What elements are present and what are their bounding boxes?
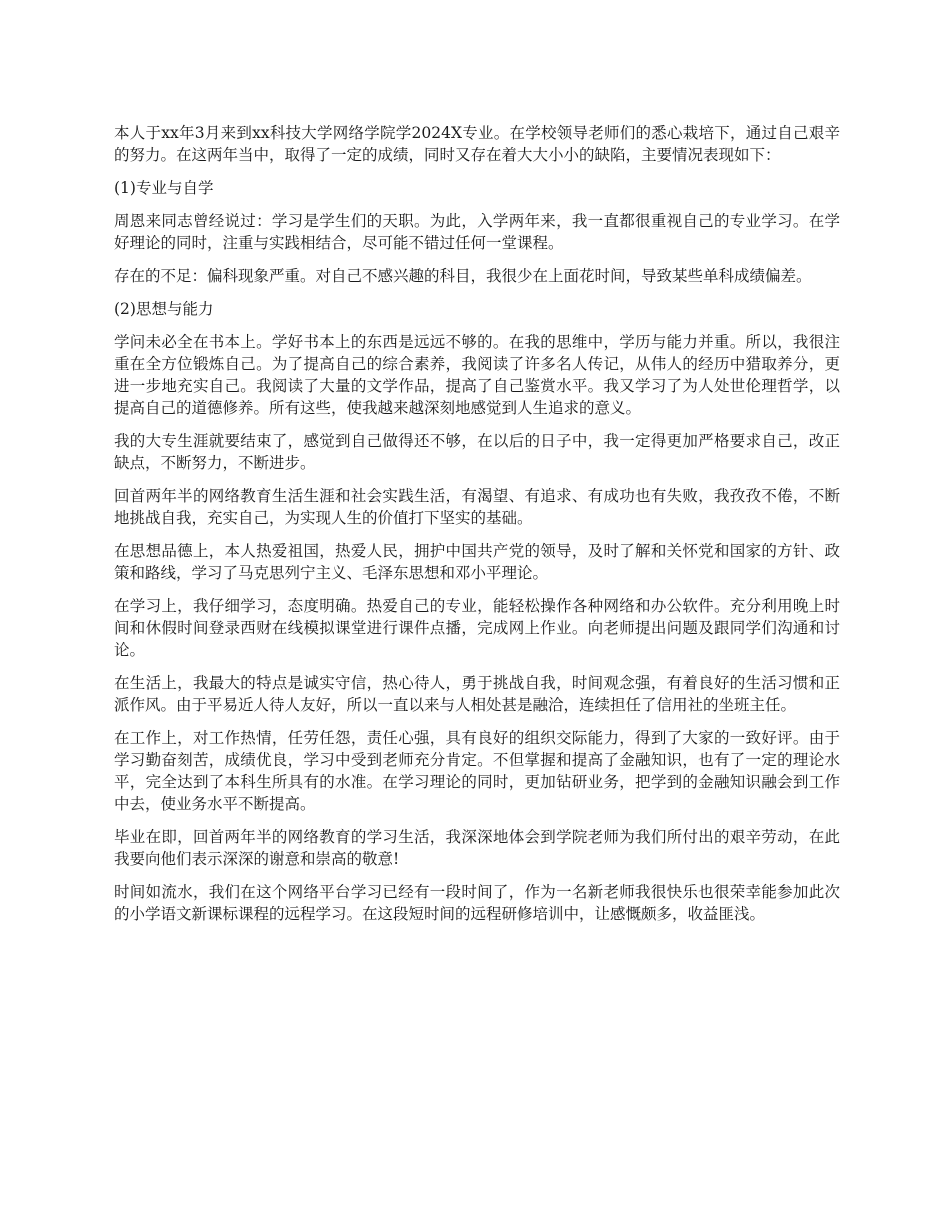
- paragraph-life: 在生活上，我最大的特点是诚实守信，热心待人，勇于挑战自我，时间观念强，有着良好的生活习惯和正派作风。由于平易近人待人友好，所以一直以来与人相处甚是融洽，连续担任了信用社的坐班主任。: [114, 674, 840, 714]
- paragraph-ideology-morality: 在思想品德上，本人热爱祖国，热爱人民，拥护中国共产党的领导，及时了解和关怀党和国家的方针、政策和路线，学习了马克思列宁主义、毛泽东思想和邓小平理论。: [114, 542, 840, 582]
- document-body: [114, 122, 840, 936]
- section-heading-major-and-self-study: (1)专业与自学: [114, 179, 214, 197]
- paragraph-graduation: 毕业在即，回首两年半的网络教育的学习生活，我深深地体会到学院老师为我们所付出的艰辛劳动，在此我要向他们表示深深的谢意和崇高的敬意!: [114, 828, 840, 868]
- section-heading-thought-and-ability: (2)思想与能力: [114, 300, 214, 318]
- paragraph-remote-learning: 时间如流水，我们在这个网络平台学习已经有一段时间了，作为一名新老师我很快乐也很荣幸能参加此次的小学语文新课标课程的远程学习。在这段短时间的远程研修培训中，让感慨颇多，收益匪浅。: [114, 883, 840, 923]
- paragraph-shortcomings: 存在的不足：偏科现象严重。对自己不感兴趣的科目，我很少在上面花时间，导致某些单科成绩偏差。: [114, 267, 812, 285]
- paragraph-college-ending: 我的大专生涯就要结束了，感觉到自己做得还不够，在以后的日子中，我一定得更加严格要求自己，改正缺点，不断努力，不断进步。: [114, 432, 840, 472]
- paragraph-study: 在学习上，我仔细学习，态度明确。热爱自己的专业，能轻松操作各种网络和办公软件。充分利用晚上时间和休假时间登录西财在线模拟课堂进行课件点播，完成网上作业。向老师提出问题及跟同学们沟通和讨论。: [114, 597, 840, 659]
- paragraph-work: 在工作上，对工作热情，任劳任怨，责任心强，具有良好的组织交际能力，得到了大家的一致好评。由于学习勤奋刻苦，成绩优良，学习中受到老师充分肯定。不但掌握和提高了金融知识，也有了一定的理论水平，完全达到了本科生所具有的水准。在学习理论的同时，更加钻研业务，把学到的金融知识融会到工作中去，使业务水平不断提高。: [114, 729, 840, 813]
- paragraph-learning-beyond-books: 学问未必全在书本上。学好书本上的东西是远远不够的。在我的思维中，学历与能力并重。所以，我很注重在全方位锻炼自己。为了提高自己的综合素养，我阅读了许多名人传记，从伟人的经历中猎取养分，更进一步地充实自己。我阅读了大量的文学作品，提高了自己鉴赏水平。我又学习了为人处世伦理哲学，以提高自己的道德修养。所有这些，使我越来越深刻地感觉到人生追求的意义。: [114, 333, 840, 417]
- intro-paragraph: 本人于xx年3月来到xx科技大学网络学院学2024X专业。在学校领导老师们的悉心栽培下，通过自己艰辛的努力。在这两年当中，取得了一定的成绩，同时又存在着大大小小的缺陷，主要情况表现如下：: [114, 124, 840, 164]
- paragraph-looking-back: 回首两年半的网络教育生活生涯和社会实践生活，有渴望、有追求、有成功也有失败，我孜孜不倦，不断地挑战自我，充实自己，为实现人生的价值打下坚实的基础。: [114, 487, 840, 527]
- paragraph-study-duty: 周恩来同志曾经说过：学习是学生们的天职。为此，入学两年来，我一直都很重视自己的专业学习。在学好理论的同时，注重与实践相结合，尽可能不错过任何一堂课程。: [114, 212, 840, 252]
